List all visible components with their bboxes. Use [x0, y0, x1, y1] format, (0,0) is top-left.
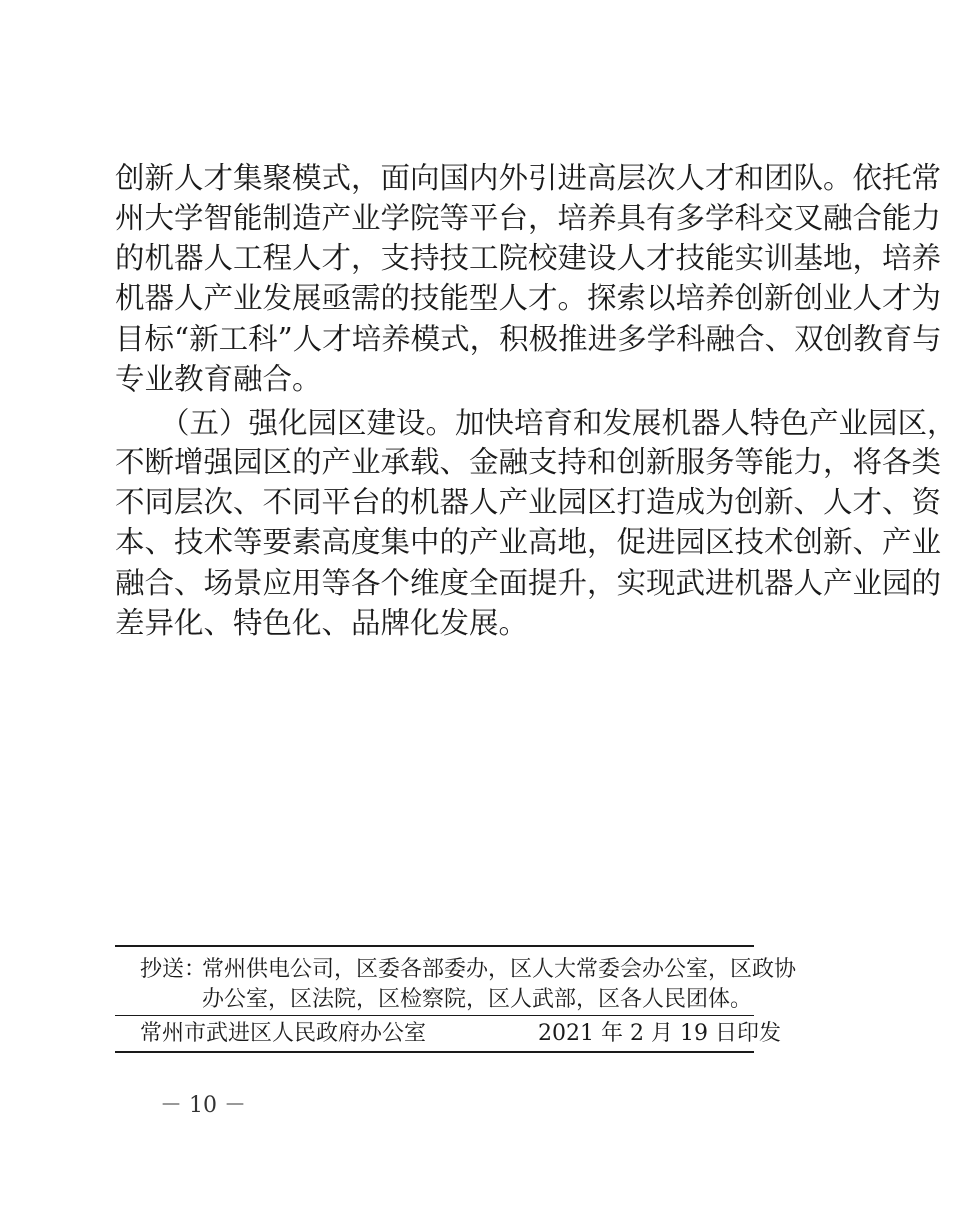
footer-middle-rule: [115, 1015, 754, 1016]
footer-top-rule: [115, 945, 754, 947]
body-text-line: 的机器人工程人才，支持技工院校建设人才技能实训基地，培养: [115, 241, 942, 275]
cc-recipients-line: 常州供电公司，区委各部委办，区人大常委会办公室，区政协: [202, 957, 797, 982]
body-text-line: 州大学智能制造产业学院等平台，培养具有多学科交叉融合能力: [115, 201, 942, 235]
body-text-line: 融合、场景应用等各个维度全面提升，实现武进机器人产业园的: [115, 566, 942, 600]
body-text-line: 不同层次、不同平台的机器人产业园区打造成为创新、人才、资: [115, 485, 942, 519]
footer-bottom-rule: [115, 1051, 754, 1053]
body-text-line: 目标“新工科”人才培养模式，积极推进多学科融合、双创教育与: [115, 322, 942, 356]
issue-date: 2021 年 2 月 19 日印发: [538, 1021, 781, 1046]
page-number: － 10 －: [160, 1093, 246, 1118]
body-text-line: 机器人产业发展亟需的技能型人才。探索以培养创新创业人才为: [115, 281, 942, 315]
cc-recipients-line: 办公室，区法院，区检察院，区人武部，区各人民团体。: [202, 987, 753, 1012]
body-text-line: 不断增强园区的产业承载、金融支持和创新服务等能力，将各类: [115, 445, 942, 479]
cc-label: 抄送：: [140, 957, 207, 982]
issuing-office: 常州市武进区人民政府办公室: [140, 1021, 427, 1046]
section-heading-line: （五）强化园区建设。加快培育和发展机器人特色产业园区，: [160, 406, 957, 440]
body-text-line: 创新人才集聚模式，面向国内外引进高层次人才和团队。依托常: [115, 161, 942, 195]
body-text-line: 差异化、特色化、品牌化发展。: [115, 606, 529, 640]
body-text-line: 本、技术等要素高度集中的产业高地，促进园区技术创新、产业: [115, 525, 942, 559]
body-text-line: 专业教育融合。: [115, 362, 322, 396]
